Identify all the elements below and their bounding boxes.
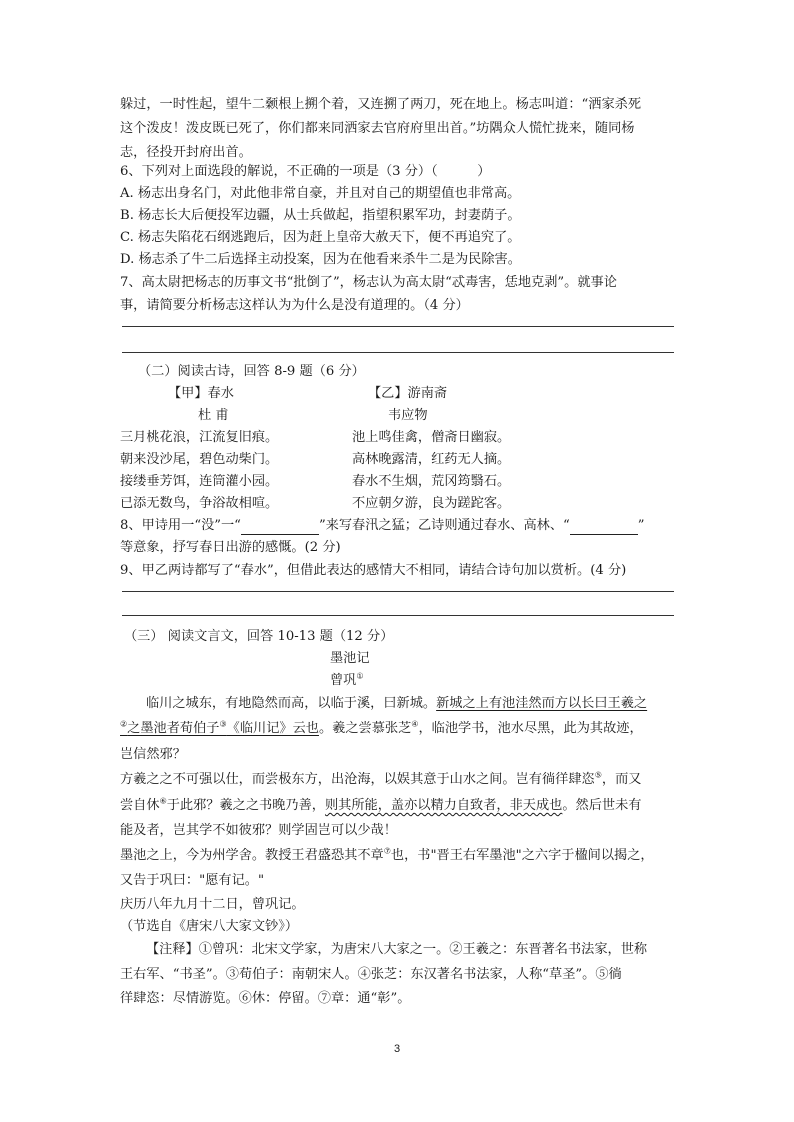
section-3-heading: （三） 阅读文言文，回答 10-13 题（12 分） bbox=[124, 629, 394, 644]
essay-date: 庆历八年九月十二日，曾巩记。 bbox=[120, 897, 305, 912]
poem-a-line: 三月桃花浪，江流复旧痕。 bbox=[120, 430, 279, 445]
poem-a-line: 朝来没沙尾，碧色动柴门。 bbox=[120, 452, 279, 467]
poem-b-line: 春水不生烟，荒冈筠翳石。 bbox=[352, 474, 511, 489]
answer-line[interactable] bbox=[122, 615, 674, 616]
option-d: D. 杨志杀了牛二后选择主动投案，因为在他看来杀牛二是为民除害。 bbox=[120, 252, 521, 267]
answer-line[interactable] bbox=[122, 591, 674, 592]
poem-b-author: 韦应物 bbox=[388, 408, 428, 423]
question-8-line: 等意象，抒写春日出游的感慨。(2 分) bbox=[120, 540, 341, 555]
fill-blank[interactable] bbox=[241, 534, 319, 535]
essay-paragraph-line: 尝自休⑥于此邪？羲之之书晚乃善，则其所能，盖亦以精力自致者，非天成也。然后世未有 bbox=[120, 796, 642, 813]
poem-a-line: 已添无数鸟，争浴故相喧。 bbox=[120, 496, 279, 511]
essay-paragraph-line: 临川之城东，有地隐然而高，以临于溪，曰新城。新城之上有池洼然而方以长曰王羲之 bbox=[146, 696, 648, 711]
poem-a-title: 【甲】春水 bbox=[168, 386, 234, 401]
annotation-line: 徉肆恣：尽情游览。⑥休：停留。⑦章：通“彰”。 bbox=[120, 991, 411, 1006]
essay-paragraph-line: 又告于巩曰："愿有记。" bbox=[120, 873, 265, 888]
essay-author: 曾巩① bbox=[330, 671, 364, 688]
fill-blank[interactable] bbox=[570, 534, 638, 535]
option-a: A. 杨志出身名门，对此他非常自豪，并且对自己的期望值也非常高。 bbox=[120, 186, 521, 201]
answer-line[interactable] bbox=[122, 326, 674, 327]
poem-a-author: 杜 甫 bbox=[198, 408, 229, 423]
poem-a-line: 接缕垂芳饵，连筒灌小园。 bbox=[120, 474, 279, 489]
essay-paragraph-line: 方羲之之不可强以仕，而尝极东方，出沧海，以娱其意于山水之间。岂有徜徉肆恣⑤，而又 bbox=[120, 770, 642, 787]
essay-source: （节选自《唐宋八大家文钞》） bbox=[120, 919, 299, 934]
poem-b-line: 高林晚露清，红药无人摘。 bbox=[352, 452, 511, 467]
question-7-line: 7、高太尉把杨志的历事文书“批倒了”，杨志认为高太尉“忒毒害，恁地克剥”。就事论 bbox=[120, 275, 617, 290]
poem-b-title: 【乙】游南斋 bbox=[368, 386, 448, 401]
option-b: B. 杨志长大后便投军边疆，从士兵做起，指望积累军功，封妻荫子。 bbox=[120, 208, 521, 223]
underlined-sentence: 新城之上有池洼然而方以长曰王羲之 bbox=[436, 696, 648, 711]
poem-b-line: 池上鸣佳禽，僧斋日幽寂。 bbox=[352, 430, 511, 445]
essay-paragraph-line: 墨池之上，今为州学舍。教授王君盛恐其不章⑦也，书"晋王右军墨池"之六字于楹间以揭之， bbox=[120, 846, 654, 863]
passage-line: 志，径投开封府出首。 bbox=[120, 145, 252, 160]
poem-b-line: 不应朝夕游，良为蹉跎客。 bbox=[352, 496, 511, 511]
page-number: 3 bbox=[393, 1043, 401, 1055]
passage-line: 躲过，一时性起，望牛二颡根上搠个着，又连搠了两刀，死在地上。杨志叫道：“洒家杀死 bbox=[120, 97, 642, 112]
wavy-underlined-sentence: 则其所能，盖亦以精力自致者，非天成也 bbox=[324, 798, 563, 813]
question-7-line: 事，请简要分析杨志这样认为为什么是没有道理的。（4 分） bbox=[120, 298, 469, 313]
essay-title: 墨池记 bbox=[330, 651, 370, 666]
essay-paragraph-line: 能及者，岂其学不如彼邪？则学固岂可以少哉！ bbox=[120, 823, 397, 838]
section-2-heading: （二）阅读古诗，回答 8-9 题（6 分） bbox=[138, 364, 365, 379]
option-c: C. 杨志失陷花石纲逃跑后，因为赶上皇帝大赦天下，便不再追究了。 bbox=[120, 230, 521, 245]
annotation-line: 王右军、“书圣”。③荀伯子：南朝宋人。④张芝：东汉著名书法家，人称“草圣”。⑤徜 bbox=[120, 967, 622, 982]
question-8-line: 8、甲诗用一“没”一“ ”来写春汛之猛；乙诗则通过春水、高林、“ ” bbox=[120, 518, 645, 533]
question-6-stem: 6、下列对上面选段的解说，不正确的一项是（3 分）（ ） bbox=[120, 164, 491, 179]
question-9-stem: 9、甲乙两诗都写了“春水”，但借此表达的感情大不相同，请结合诗句加以赏析。(4 分) bbox=[120, 563, 627, 578]
answer-line[interactable] bbox=[122, 352, 674, 353]
annotation-line: 【注释】①曾巩：北宋文学家，为唐宋八大家之一。②王羲之：东晋著名书法家，世称 bbox=[146, 942, 648, 957]
essay-paragraph-line: ②之墨池者荀伯子③《临川记》云也。羲之尝慕张芝④，临池学书，池水尽黑，此为其故迹， bbox=[120, 719, 643, 736]
essay-paragraph-line: 岂信然邪？ bbox=[120, 747, 186, 762]
passage-line: 这个泼皮！泼皮既已死了，你们都来同洒家去官府府里出首。”坊隅众人慌忙拢来，随同杨 bbox=[120, 121, 635, 136]
